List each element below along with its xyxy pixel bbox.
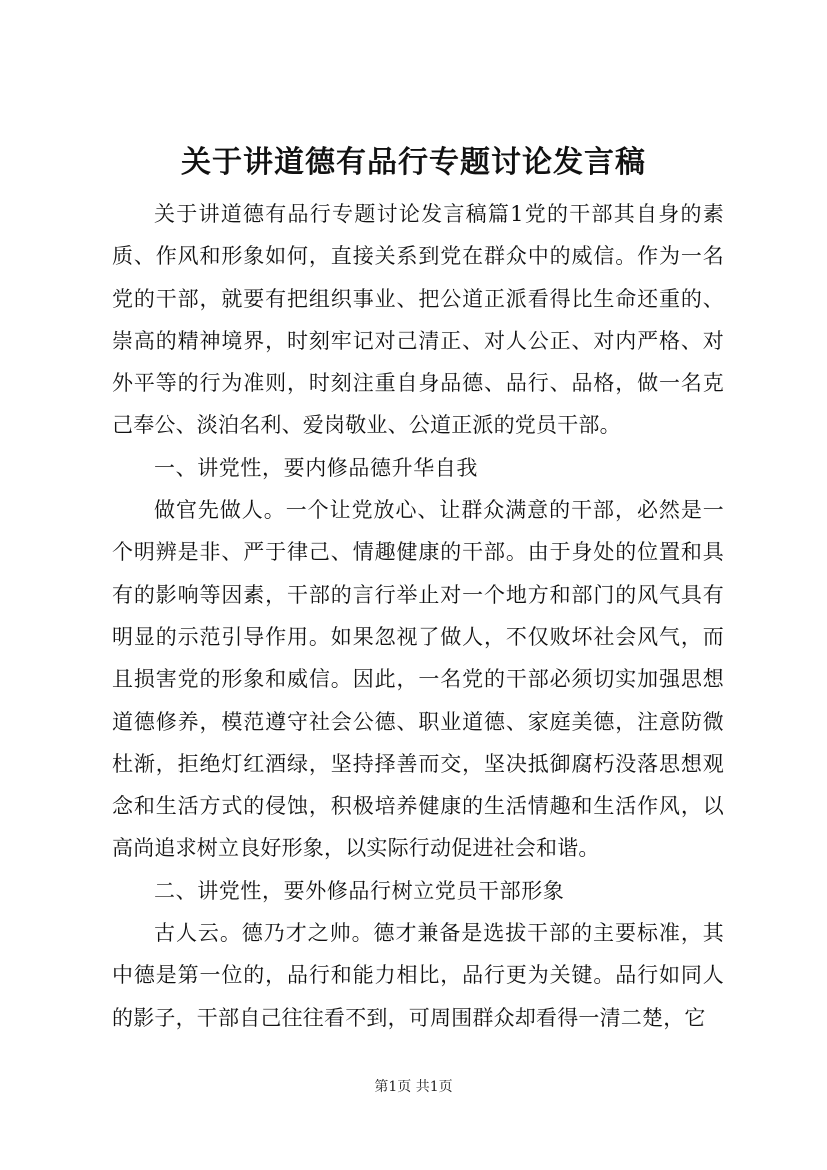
document-body [112,193,724,1039]
paragraph-section-1: 做官先做人。一个让党放心、让群众满意的干部，必然是一个明辨是非、严于律己、情趣健康的干部。由于身处的位置和具有的影响等因素，干部的言行举止对一个地方和部门的风气具有明显的示范引导作用。如果忽视了做人，不仅败坏社会风气，而且损害党的形象和威信。因此，一名党的干部必须切实加强思想道德修养，模范遵守社会公德、职业道德、家庭美德，注意防微杜渐，拒绝灯红酒绿，坚持择善而交，坚决抵御腐朽没落思想观念和生活方式的侵蚀，积极培养健康的生活情趣和生活作风，以高尚追求树立良好形象，以实际行动促进社会和谐。 [112,498,724,861]
section-heading-2: 二、讲党性，要外修品行树立党员干部形象 [154,878,565,903]
document-title: 关于讲道德有品行专题讨论发言稿 [181,145,646,180]
page-footer: 第1页 共1页 [374,1079,453,1095]
paragraph-intro: 关于讲道德有品行专题讨论发言稿篇1党的干部其自身的素质、作风和形象如何，直接关系到党在群众中的威信。作为一名党的干部，就要有把组织事业、把公道正派看得比生命还重的、崇高的精神境界，时刻牢记对己清正、对人公正、对内严格、对外平等的行为准则，时刻注重自身品德、品行、品格，做一名克己奉公、淡泊名利、爱岗敬业、公道正派的党员干部。 [112,202,724,438]
section-heading-1: 一、讲党性，要内修品德升华自我 [154,455,478,480]
paragraph-section-2: 古人云。德乃才之帅。德才兼备是选拔干部的主要标准，其中德是第一位的，品行和能力相比，品行更为关键。品行如同人的影子，干部自己往往看不到，可周围群众却看得一清二楚，它 [112,921,724,1030]
